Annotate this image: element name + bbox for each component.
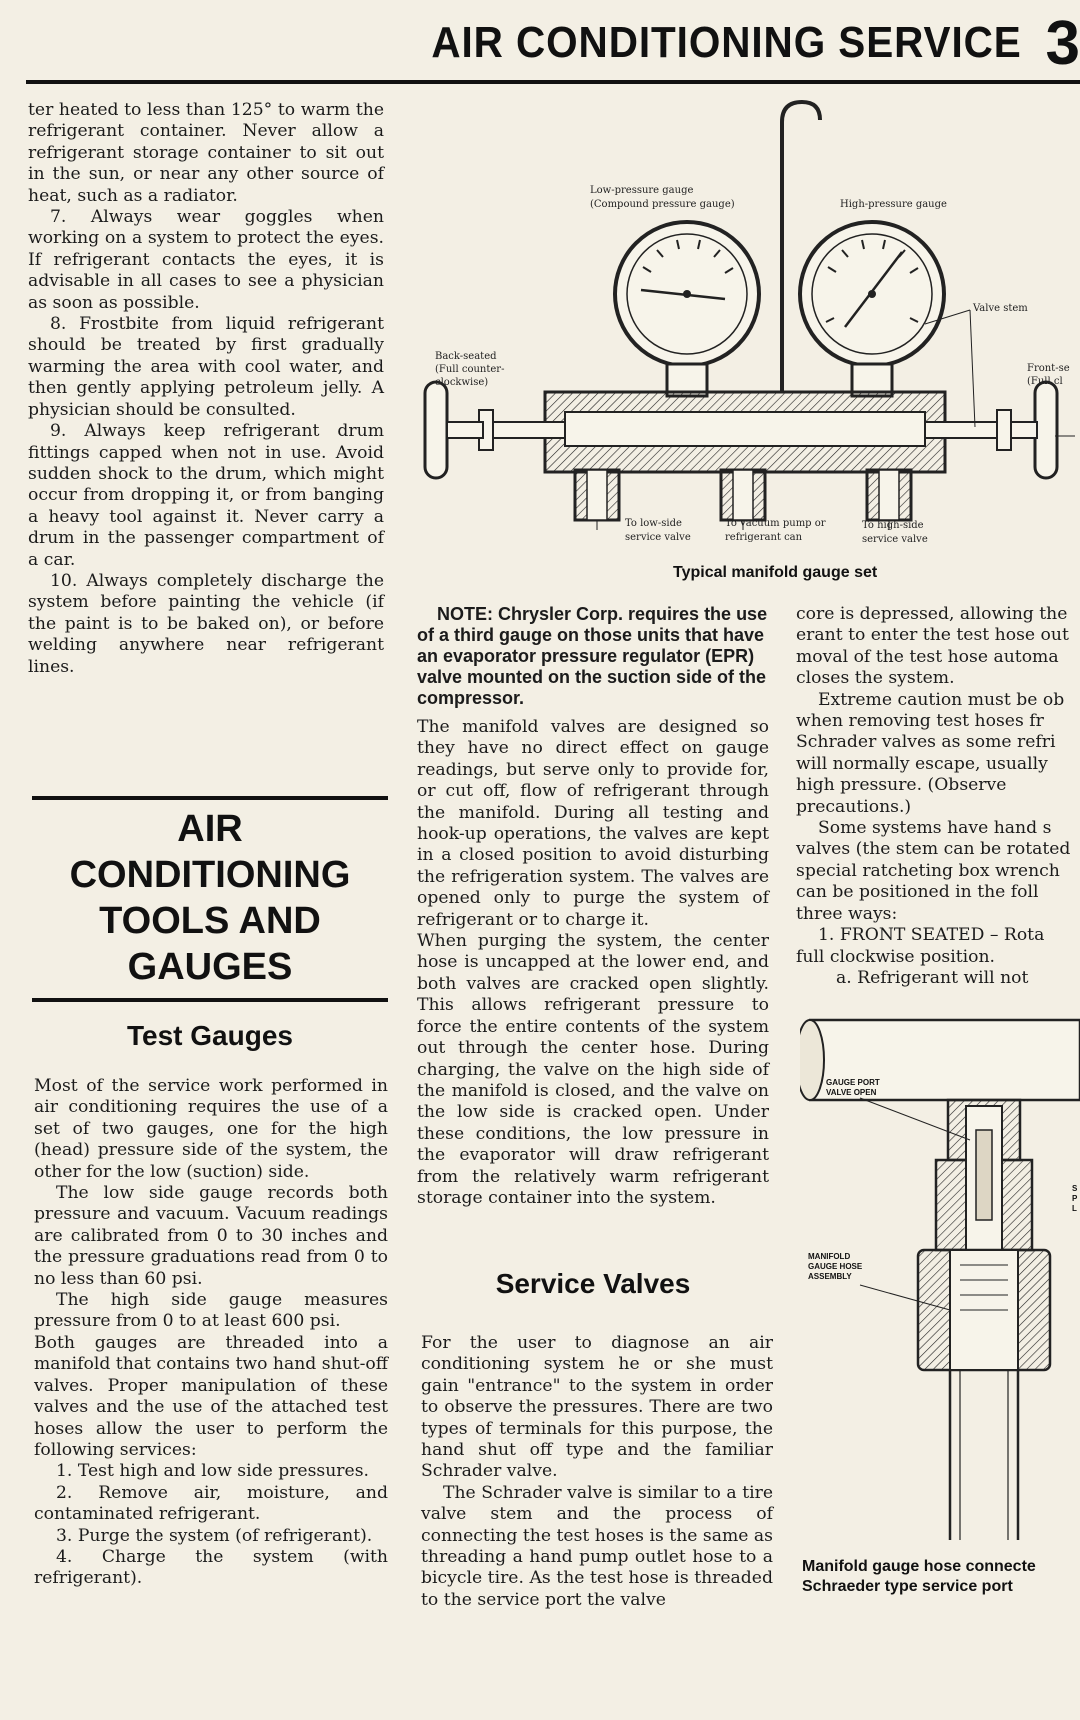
label-front-seated: Front-se <box>1027 363 1070 374</box>
text-line: Some systems have hand s <box>818 818 1052 839</box>
paragraph: For the user to diagnose an air conditioning system he or she must gain "entrance" to the system in order to observe the pressures. There are two types of terminals for this purpose, the hand shut off type and the familiar Schrader valve. <box>421 1333 773 1482</box>
paragraph: ter heated to less than 125° to warm the refrigerant container. Never allow a refrigerant storage container to sit out in the sun, or near any other source of heat, such as a radiator. <box>28 100 384 206</box>
label-valve-stem: Valve stem <box>973 303 1028 314</box>
text-line: valves (the stem can be rotated <box>796 839 1071 860</box>
column-2-text <box>417 604 769 1209</box>
label-cropped-side: S P L <box>1072 1184 1078 1213</box>
chapter-number: 3 <box>1045 9 1080 78</box>
column-2-lower-text <box>421 1333 773 1611</box>
paragraph: The Schrader valve is similar to a tire valve stem and the process of connecting the test hoses is the same as threading a hand pump outlet hose to a bicycle tire. As the test hose is threaded to the service port the valve <box>421 1482 773 1610</box>
column-1-text <box>28 100 384 678</box>
section-heading-block <box>32 796 388 1002</box>
text-line: core is depressed, allowing the <box>796 604 1068 624</box>
list-item: 2. Remove air, moisture, and contaminated refrigerant. <box>34 1482 388 1525</box>
subhead-service-valves: Service Valves <box>495 1268 691 1299</box>
subhead-test-gauges: Test Gauges <box>127 1020 293 1051</box>
text-line: will normally escape, usually <box>796 753 1048 774</box>
paragraph: The low side gauge records both pressure and vacuum. Vacuum readings are calibrated from 0 to 30 inches and the pressure graduations read from 0 to no less than 60 psi. <box>34 1183 388 1289</box>
paragraph: Most of the service work performed in air conditioning requires the use of a set of two gauges, one for the high (head) pressure side of the system, the other for the low (suction) side. <box>34 1076 388 1182</box>
text-line: high pressure. (Observe <box>796 775 1007 796</box>
column-3-text <box>796 604 1080 989</box>
list-item: 1. Test high and low side pressures. <box>56 1461 369 1482</box>
label-to-low-side: To low-side <box>625 518 682 529</box>
text-line: can be positioned in the foll <box>796 882 1039 903</box>
text-line: moval of the test hose automa <box>796 646 1059 667</box>
label-front-seated-2: (Full cl <box>1027 376 1063 387</box>
section-rule-top <box>32 796 388 800</box>
schrader-port-figure <box>800 1010 1080 1540</box>
paragraph: Both gauges are threaded into a manifold that contains two hand shut-off valves. Proper manipulation of these valves and the use of the attached test hoses allow the user to perform the following services: <box>34 1332 388 1460</box>
section-rule-bottom <box>32 998 388 1002</box>
text-line: 1. FRONT SEATED – Rota <box>818 925 1045 946</box>
page-header <box>0 0 1080 84</box>
paragraph: 9. Always keep refrigerant drum fittings capped when not in use. Avoid sudden shock to the drum, which might occur from dropping it, or from banging a heavy tool against it. Never carry a drum in the passenger compartment of a car. <box>28 421 384 570</box>
text-line: a. Refrigerant will not <box>836 967 1029 988</box>
text-line: precautions.) <box>796 796 912 817</box>
running-head: AIR CONDITIONING SERVICE <box>431 18 1022 67</box>
label-high-pressure-gauge: High-pressure gauge <box>840 199 947 210</box>
list-item: 4. Charge the system (with refrigerant). <box>34 1546 388 1589</box>
paragraph: When purging the system, the center hose is uncapped at the lower end, and both valves are cracked open slightly. This allows refrigerant pressure to force the entire contents of the system out through the center hose. During charging, the valve on the high side of the manifold is closed, and the valve on the low side is cracked open. Under these conditions, the low pressure in the evaporator will draw refrigerant from the relatively warm refrigerant storage container into the system. <box>417 931 769 1208</box>
manifold-gauge-figure <box>415 92 1080 552</box>
text-line: when removing test hoses fr <box>796 711 1044 732</box>
text-line: full clockwise position. <box>796 946 996 967</box>
text-line: Schrader valves as some refri <box>796 732 1056 753</box>
label-to-low-side-2: service valve <box>625 532 691 543</box>
label-to-vacuum: To vacuum pump or <box>725 518 826 529</box>
text-line: closes the system. <box>796 668 955 689</box>
low-pressure-gauge <box>615 222 759 396</box>
figure-2-caption-line-2: Schraeder type service port <box>802 1578 1013 1595</box>
label-back-seated: Back-seated <box>435 351 497 362</box>
label-compound-gauge: (Compound pressure gauge) <box>590 199 735 210</box>
label-to-high-side-2: service valve <box>862 534 928 545</box>
label-to-high-side: To high-side <box>862 520 924 531</box>
text-line: special ratcheting box wrench <box>796 860 1060 881</box>
figure-caption: Typical manifold gauge set <box>673 564 878 581</box>
text-line: three ways: <box>796 903 898 924</box>
label-low-pressure-gauge: Low-pressure gauge <box>590 185 694 196</box>
paragraph: 10. Always completely discharge the system before painting the vehicle (if the paint is to be baked on), or before welding anywhere near refrigerant lines. <box>28 570 384 677</box>
manifold-body <box>545 392 945 520</box>
label-back-seated-2: (Full counter- <box>435 364 505 375</box>
list-item: 3. Purge the system (of refrigerant). <box>56 1525 373 1546</box>
paragraph: The manifold valves are designed so they have no direct effect on gauge readings, but serve only to provide for, or cut off, flow of refrigerant through the manifold. During all testing and hook-up operations, the valves are kept in a closed position to avoid disturbing the refrigeration system. The valves are opened only to purge the system of refrigerant or to charge it. <box>417 717 769 930</box>
column-1-lower-text <box>34 1076 388 1590</box>
paragraph: 8. Frostbite from liquid refrigerant should be treated by first gradually warming the area with cool water, and then gently applying petroleum jelly. A physician should be consulted. <box>28 314 384 420</box>
paragraph: 7. Always wear goggles when working on a system to protect the eyes. If refrigerant contacts the eyes, it is advisable in all cases to see a physician as soon as possible. <box>28 207 384 313</box>
high-pressure-gauge <box>800 222 944 396</box>
section-title: AIR CONDITIONING TOOLS AND GAUGES <box>69 808 351 988</box>
label-gauge-port-open: GAUGE PORT VALVE OPEN <box>826 1078 880 1097</box>
label-back-seated-3: clockwise) <box>435 377 489 388</box>
label-to-vacuum-2: refrigerant can <box>725 532 803 543</box>
note-paragraph: NOTE: Chrysler Corp. requires the use of a third gauge on those units that have an evaporator pressure regulator (EPR) valve mounted on the suction side of the compressor. <box>417 604 768 708</box>
text-line: erant to enter the test hose out <box>796 625 1069 646</box>
manifold-gauge-illustration <box>415 92 1080 552</box>
paragraph: The high side gauge measures pressure from 0 to at least 600 psi. <box>34 1290 388 1332</box>
text-line: Extreme caution must be ob <box>818 689 1065 710</box>
header-rule <box>26 80 1080 84</box>
figure-2-caption-line-1: Manifold gauge hose connecte <box>802 1558 1036 1575</box>
label-manifold-hose: MANIFOLD GAUGE HOSE ASSEMBLY <box>808 1252 863 1281</box>
